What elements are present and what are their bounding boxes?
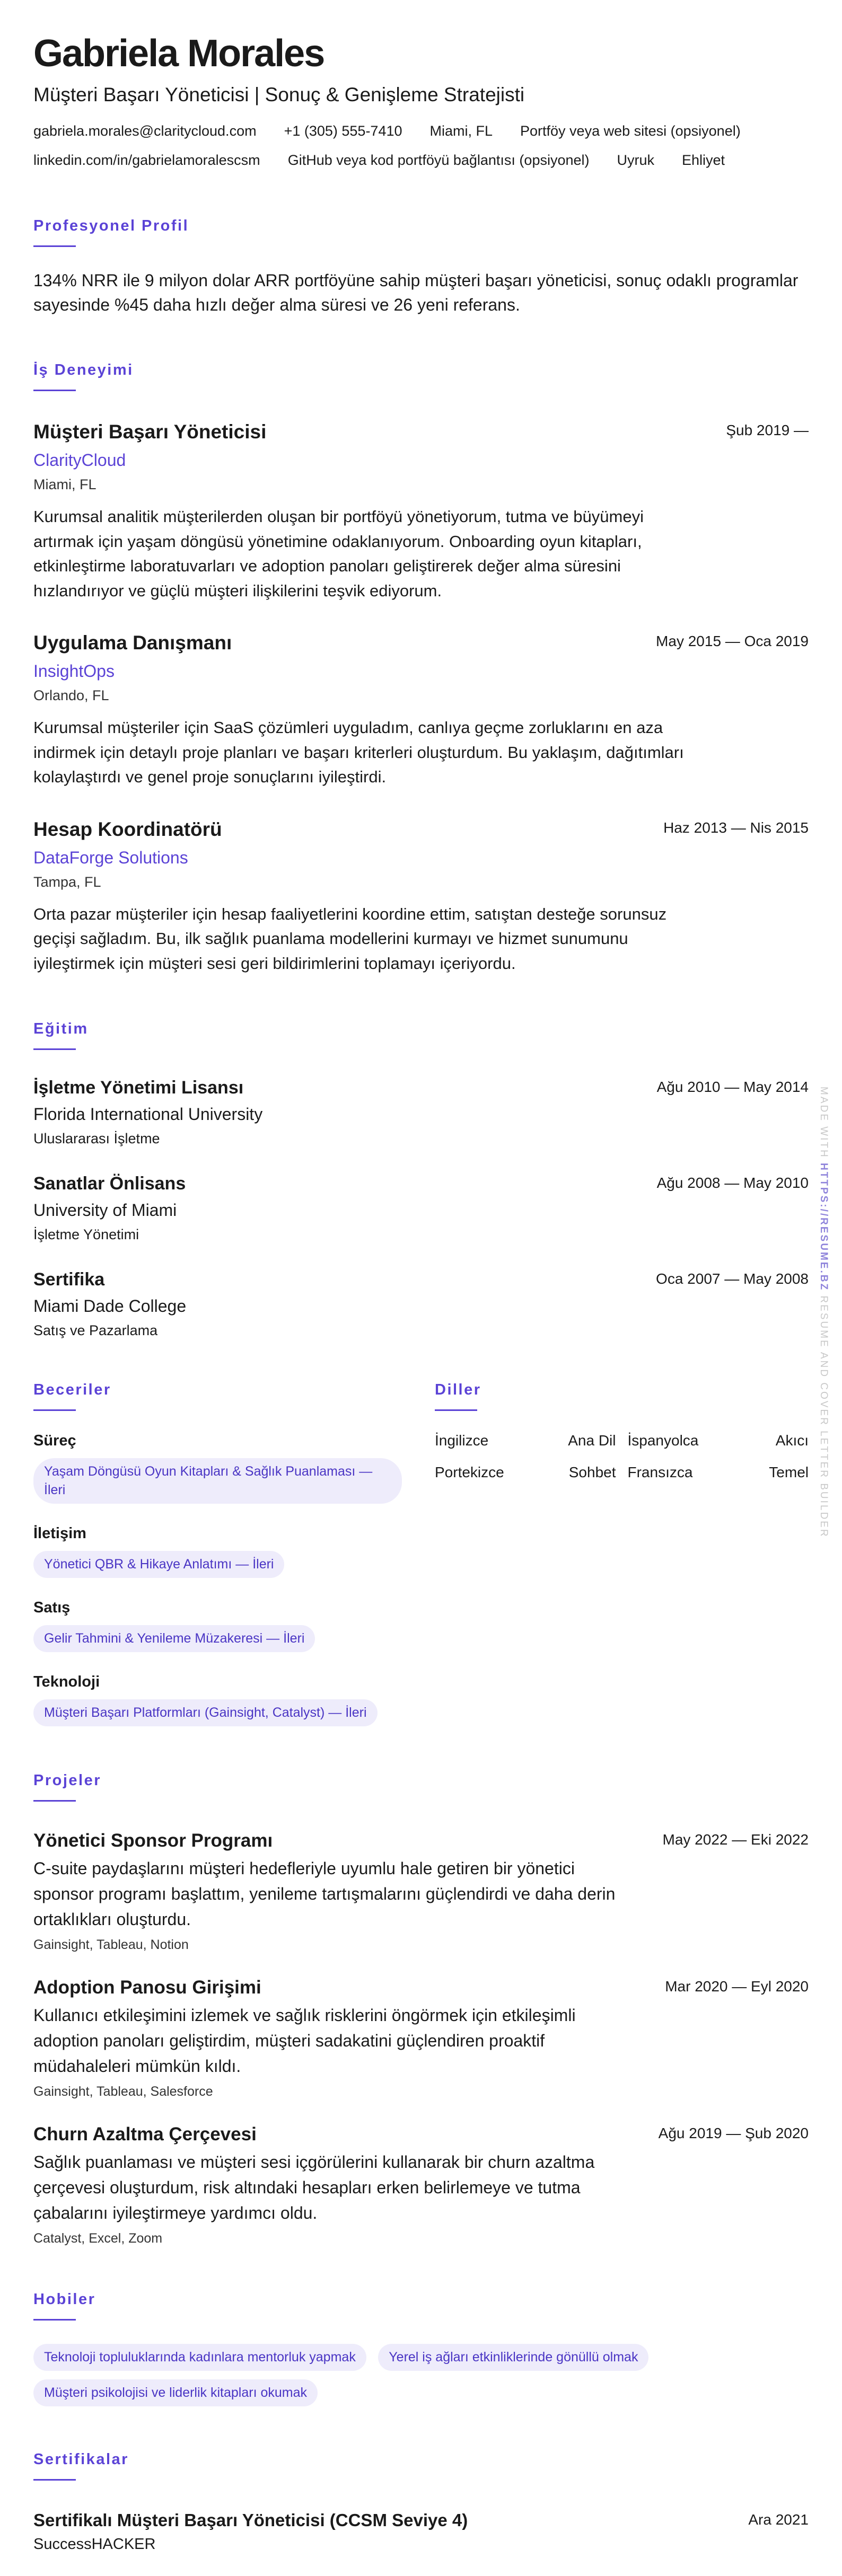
project-title: Churn Azaltma Çerçevesi <box>33 2124 257 2145</box>
experience-description: Kurumsal müşteriler için SaaS çözümleri uyguladım, canlıya geçme zorluklarını en aza indirmek için detaylı proje planları ve başarı kriterleri oluşturdum. Bu yaklaşım, dağıtımları kolaylaştırdı ve genel proje sonuçlarını iyileştirdi. <box>33 718 684 787</box>
candidate-name: Gabriela Morales <box>33 32 324 75</box>
education-date: Oca 2007 — May 2008 <box>656 1271 809 1287</box>
contact-github[interactable]: GitHub veya kod portföyü bağlantısı (opsiyonel) <box>287 152 590 168</box>
experience-title: Müşteri Başarı Yöneticisi <box>33 421 267 443</box>
projects-section <box>33 1772 809 2246</box>
experience-location: Orlando, FL <box>33 687 109 704</box>
skill-category: İletişim <box>33 1525 86 1542</box>
education-date: Ağu 2008 — May 2010 <box>656 1175 809 1192</box>
experience-section <box>33 361 809 976</box>
project-date: Mar 2020 — Eyl 2020 <box>665 1978 809 1995</box>
skill-tag: Yaşam Döngüsü Oyun Kitapları & Sağlık Puanlaması — İleri <box>33 1458 402 1504</box>
hobby-tag: Müşteri psikolojisi ve liderlik kitapları okumak <box>33 2379 318 2406</box>
education-school: Florida International University <box>33 1105 263 1124</box>
project-description: Sağlık puanlaması ve müşteri sesi içgörülerini kullanarak bir churn azaltma çerçevesi oluşturdum, risk altındaki hesapları erken belirlemeye ve tutma çabalarını iyileştirmeye yardımcı oldu. <box>33 2152 595 2223</box>
education-field: İşletme Yönetimi <box>33 1227 139 1243</box>
education-field: Uluslararası İşletme <box>33 1131 160 1147</box>
experience-title: Uygulama Danışmanı <box>33 632 232 654</box>
skill-tag: Müşteri Başarı Platformları (Gainsight, Catalyst) — İleri <box>33 1699 378 1726</box>
project-tech: Catalyst, Excel, Zoom <box>33 2231 163 2246</box>
project-description: Kullanıcı etkileşimini izlemek ve sağlık risklerini öngörmek için etkileşimli adoption panoları geliştirdim, müşteri sadakatini güçlendiren proaktif müdahaleleri mümkün kıldı. <box>33 2006 576 2076</box>
section-title-profile: Profesyonel Profil <box>33 217 189 234</box>
section-divider <box>435 1409 477 1411</box>
skill-group <box>33 1673 402 1726</box>
contact-phone[interactable]: +1 (305) 555-7410 <box>284 122 402 139</box>
skill-group <box>33 1525 402 1578</box>
skill-group <box>33 1432 402 1504</box>
section-title-projects: Projeler <box>33 1772 101 1789</box>
hobby-tag: Teknoloji topluluklarında kadınlara mentorluk yapmak <box>33 2344 366 2371</box>
language-name: İngilizce <box>435 1432 489 1449</box>
experience-entry <box>33 632 809 790</box>
experience-date: Şub 2019 — <box>726 422 809 439</box>
project-entry <box>33 1830 809 1953</box>
experience-description: Kurumsal analitik müşterilerden oluşan bir portföyü yönetiyorum, tutma ve büyümeyi artırmak için yaşam döngüsü yönetimine odaklanıyorum. Onboarding oyun kitapları, etkinleştirme laboratuvarları ve adoption panoları geliştirerek değer alma süresini hızlandırıyor ve güçlü müşteri ilişkilerini teşvik ediyorum. <box>33 507 644 600</box>
section-title-languages: Diller <box>435 1381 481 1399</box>
education-school: University of Miami <box>33 1201 177 1220</box>
experience-title: Hesap Koordinatörü <box>33 818 222 840</box>
section-divider <box>33 1409 76 1411</box>
experience-company: InsightOps <box>33 661 115 681</box>
experience-date: May 2015 — Oca 2019 <box>656 633 809 650</box>
certifications-section <box>33 2451 809 2553</box>
project-date: May 2022 — Eki 2022 <box>662 1831 809 1848</box>
section-divider <box>33 390 76 391</box>
project-entry <box>33 2124 809 2246</box>
language-level: Akıcı <box>775 1432 809 1449</box>
education-school: Miami Dade College <box>33 1296 187 1316</box>
language-item <box>435 1464 616 1481</box>
builder-watermark <box>818 1087 829 1538</box>
certification-entry <box>33 2510 809 2553</box>
section-title-skills: Beceriler <box>33 1381 111 1399</box>
certification-name: Sertifikalı Müşteri Başarı Yöneticisi (CCSM Seviye 4) <box>33 2510 468 2530</box>
education-date: Ağu 2010 — May 2014 <box>656 1079 809 1096</box>
section-divider <box>33 2479 76 2481</box>
project-tech: Gainsight, Tableau, Notion <box>33 1937 189 1953</box>
language-name: Fransızca <box>627 1464 693 1481</box>
education-entry <box>33 1078 809 1147</box>
experience-company: DataForge Solutions <box>33 848 188 867</box>
contact-linkedin[interactable]: linkedin.com/in/gabrielamoralescsm <box>33 152 260 168</box>
section-title-hobbies: Hobiler <box>33 2291 96 2308</box>
language-level: Temel <box>769 1464 809 1481</box>
profile-section <box>33 217 809 317</box>
language-name: İspanyolca <box>627 1432 699 1449</box>
project-entry <box>33 1977 809 2099</box>
hobby-tag: Yerel iş ağları etkinliklerinde gönüllü olmak <box>378 2344 648 2371</box>
project-date: Ağu 2019 — Şub 2020 <box>658 2125 809 2142</box>
watermark-prefix: MADE WITH <box>818 1087 829 1163</box>
profile-summary: 134% NRR ile 9 milyon dolar ARR portföyüne sahip müşteri başarı yöneticisi, sonuç odaklı programlar sayesinde %45 daha hızlı değer alma süresi ve 26 yeni referans. <box>33 270 799 314</box>
hobbies-section <box>33 2291 809 2406</box>
education-section <box>33 1020 809 1339</box>
skill-group <box>33 1599 402 1652</box>
experience-date: Haz 2013 — Nis 2015 <box>663 819 809 836</box>
section-title-certifications: Sertifikalar <box>33 2451 129 2468</box>
education-entry <box>33 1174 809 1243</box>
section-divider <box>33 1800 76 1802</box>
contact-website[interactable]: Portföy veya web sitesi (opsiyonel) <box>520 122 741 139</box>
section-divider <box>33 2319 76 2321</box>
language-level: Ana Dil <box>568 1432 616 1449</box>
contact-info <box>33 123 809 169</box>
experience-location: Miami, FL <box>33 477 97 493</box>
language-item <box>435 1432 616 1449</box>
language-name: Portekizce <box>435 1464 504 1481</box>
certification-date: Ara 2021 <box>748 2511 809 2528</box>
experience-entry <box>33 818 809 976</box>
contact-license: Ehliyet <box>682 152 725 168</box>
languages-section <box>435 1381 809 1726</box>
languages-grid <box>435 1432 809 1481</box>
experience-location: Tampa, FL <box>33 874 101 890</box>
contact-nationality: Uyruk <box>617 152 655 168</box>
skill-category: Teknoloji <box>33 1673 100 1691</box>
contact-email[interactable]: gabriela.morales@claritycloud.com <box>33 122 257 139</box>
candidate-headline: Müşteri Başarı Yöneticisi | Sonuç & Genişleme Stratejisti <box>33 83 525 105</box>
experience-company: ClarityCloud <box>33 451 126 470</box>
education-entry <box>33 1269 809 1339</box>
education-degree: Sertifika <box>33 1269 105 1290</box>
experience-description: Orta pazar müşteriler için hesap faaliyetlerini koordine ettim, satıştan desteğe sorunsuz geçişi sağladım. Bu, ilk sağlık puanlama modellerini kurmayı ve hizmet sunumunu iyileştirmek için müşteri sesi geri bildirimlerini toplamayı içeriyordu. <box>33 904 667 973</box>
contact-location: Miami, FL <box>429 122 493 139</box>
section-divider <box>33 1048 76 1050</box>
language-item <box>628 1432 809 1449</box>
certification-issuer: SuccessHACKER <box>33 2536 156 2553</box>
project-title: Adoption Panosu Girişimi <box>33 1977 261 1998</box>
section-title-education: Eğitim <box>33 1020 89 1038</box>
section-divider <box>33 245 76 247</box>
language-level: Sohbet <box>568 1464 616 1481</box>
language-item <box>628 1464 809 1481</box>
project-description: C-suite paydaşlarını müşteri hedefleriyle uyumlu hale getiren bir yönetici sponsor programı başlattım, yenileme tartışmalarını güçlendirdi ve daha derin ortaklıkları oluşturdu. <box>33 1859 616 1929</box>
watermark-suffix: RESUME AND COVER LETTER BUILDER <box>818 1291 829 1538</box>
skill-category: Satış <box>33 1599 71 1617</box>
project-title: Yönetici Sponsor Programı <box>33 1830 273 1851</box>
section-title-experience: İş Deneyimi <box>33 361 134 379</box>
skill-tag: Yönetici QBR & Hikaye Anlatımı — İleri <box>33 1551 284 1578</box>
education-degree: Sanatlar Önlisans <box>33 1174 186 1194</box>
project-tech: Gainsight, Tableau, Salesforce <box>33 2084 213 2099</box>
watermark-link[interactable]: HTTPS://RESUME.BZ <box>818 1163 829 1292</box>
skill-tag: Gelir Tahmini & Yenileme Müzakeresi — İleri <box>33 1625 315 1652</box>
education-field: Satış ve Pazarlama <box>33 1322 158 1339</box>
skill-category: Süreç <box>33 1432 76 1450</box>
skills-section <box>33 1381 402 1726</box>
experience-entry <box>33 421 809 603</box>
education-degree: İşletme Yönetimi Lisansı <box>33 1078 244 1098</box>
skills-languages-row <box>33 1381 809 1726</box>
